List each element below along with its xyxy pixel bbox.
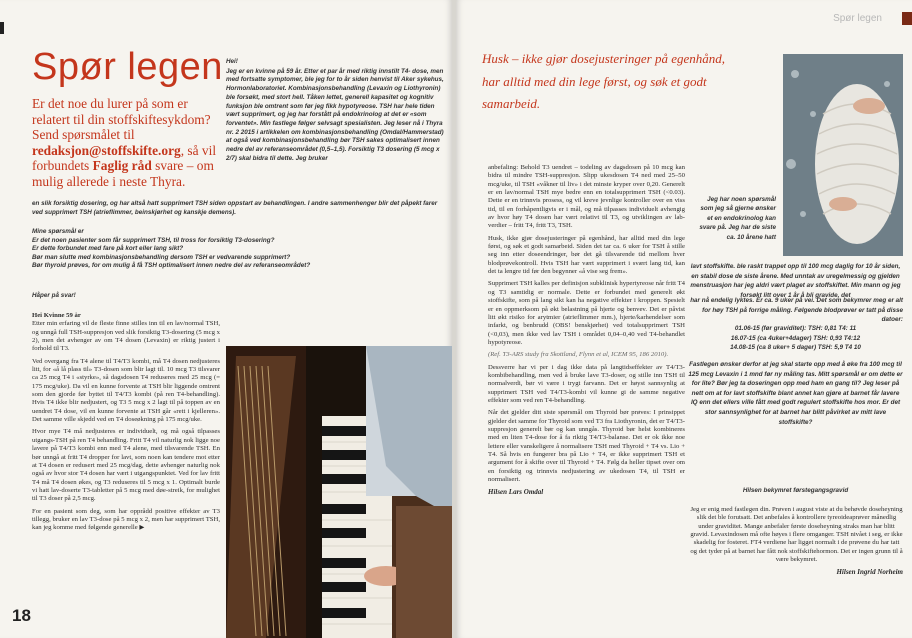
letter-body: Jeg er en kvinne på 59 år. Etter et par år med riktig innstilt T4- dose, men med fortsatte symptomer, ble jeg for to år siden henvist til Aker sykehus, Hormonlaboratoriet. Kombinasjonsbehandling (Levaxin og Liothyronin) ble forsøkt, med stort hell. Tåken lettet, generell kapasitet og kognitiv funksjon ble omtrent som før jeg fikk hypotyreose. TSH har hele tiden vært supprimert, og jeg har forstått på endokrinolog at det er «som forventet». Min fastlege følger selvsagt spesialisten. Jeg leser nå i Thyra nr. 2 2015 i artikkelen om kombinasjonsbehandling (Omdal/Hammerstad) at også ved kombinasjonsbehandling bør TSH sakes optimalisert innen nedre del av referanseområdet (0,5–1,5). Forsiktig T3 dosering (5 mcg x 2/7) skal bidra til dette. Jeg bruker [226, 67, 444, 162]
answer-paragraph: Hvor mye T4 må nedjusteres er individuelt, og må også tilpasses utgangs-TSH på ren T4 behandling. Fritt T4 vil naturlig nok ligge noe lavere på T4/T3 kombi enn med T4 alene, med tilsvarende TSH. En bør unngå at fritt T4 dropper for lavt, som noen kan tendere mot etter at T4 dosen er redusert med 25 mcg/dag, dette avhenger naturlig nok også av hvor stor T4 dosen har vært i utgangspunktet. Ved for lav fritt T4 må T4 dosen økes, og T3 reduseres til 5 mcg x 1. Optimalt burde vi hatt lav-doserte T3-tabletter på 5 mcg med døe-streik, for mulighet til T3 doser på 2,5 mcg. [32, 428, 220, 503]
answer-paragraph: Dessverre har vi per i dag ikke data på langtidseffekter av T4/T3-kombibehandling, men ved å bruke lave T3-doser, og stille inn TSH til normalverdi, bør vi være i trygt farvann. Det er høyst sannsynlig at supprimert TSH ved T4/T3-kombi vil kunne gi de samme negative effekter som ved ren T4-behandling. [488, 363, 685, 404]
lab-result-row: 14.08-15 (ca 8 uker+ 5 dager) TSH: 5,9 T4 10 [730, 344, 861, 352]
edge-marker [902, 12, 912, 25]
answer-paragraph: Jeg er enig med fastlegen din. Prøven i august viste at du behøvde doseheyning slik det ble forutsatt. Det anbefales å kontrollere tyreoideaprøver månedlig under graviditet. Mange anbefaler første doseheyning straks man har blitt gravid. Levaxindosen må ofte høyes i flere omganger. TSH nivået i seg, er ikke skadelig for fosteret. FT4 verdiene har ligget normalt i de prøvene du har tatt og det tyder på at barnet har fått nok stoffskiftehormon. Det er ingen grunn til å være bekymret. [690, 506, 903, 564]
edge-marker [0, 22, 4, 34]
signature-omdal: Hilsen Lars Omdal [488, 488, 544, 497]
intro-line3: svare – om mulig allerede i neste Thyra. [32, 158, 214, 189]
letter-continued: en slik forsiktig dosering, og har altså hatt supprimert TSH siden oppstart av behandlingen. I andre sammenhenger blir det påpekt farer ved supprimert TSH (atrieflimmer, beinskjørhet og kanskje demens). [32, 200, 438, 216]
answer-paragraph: Supprimert TSH kalles per definisjon subklinisk hypertyreose når fritt T4 og T3 samtidig er normale. Dette er forbundet med generelt økt stoffskifte, som på lang sikt kan ha negative effekter i kroppen. Spesielt er en oppmerksom på økt belastning på hjerte og benvev. Det er påvist litt økt risiko for arytmier (atrieflimmer mm.), hjerte/karhendelser som infarkt, og benbrudd (OBS! benskjørhet) ved totalsupprimert TSH (<0,03), men ikke ved lav TSH i området 0,04–0,40 ved T4-behandlet hypotyreose. [488, 280, 685, 346]
answer-paragraph: For en pasient som deg, som har opprådd positive effekter av T3 tillegg, bruker en lav T3-dose på 5 mcg x 2, men har supprimert TSH, kan jeg komme med følgende generelle ▶ [32, 507, 220, 532]
question-item: Er det noen pasienter som får supprimert TSH, til tross for forsiktig T3-dosering? [32, 236, 275, 244]
lab-results [688, 324, 903, 353]
letter-question [226, 58, 444, 163]
answer-continued-column [488, 164, 685, 497]
reference-citation: (Ref. T3-ARS study fra Skottland, Flynn et al, ICEM 95, 186 2010). [488, 351, 669, 359]
letter-closing: Håper på svar! [32, 292, 76, 299]
side-signoff: Hilsen bekymret førstegangsgravid [742, 487, 849, 494]
second-answer-column [690, 506, 903, 577]
lab-result-row: 16.07-15 (ca 4uker+4dager) TSH: 0,93 T4:12 [730, 334, 861, 342]
answer-paragraph: Ved overgang fra T4 alene til T4/T3 kombi, må T4 dosen nedjusteres litt, for «å lå plass til» T3-dosen som blir lagt til. 10 mcg T3 tilsvarer ca 25 mcg T4 i «styrke», så dagsdosen T4 reduseres med 25 mcg (= 175 mcg/uke). Da vil en kunne forvente at TSH blir liggende omtrent som den gjorde før byttet til T4/T3 kombi (på ren T4-behandling). Hvis T4 ikke blir nedjustert, og T3 5 mcg x 2 lagt til på toppen av en uendret T4 dose, vil en kunne forvente at TSH går «rett i kjelleren». Det samme ville skjedd ved en T4 doseøkning på 175 mcg/uke. [32, 357, 220, 424]
intro-line1: Er det noe du lurer på som er relatert til din stoffskiftesykdom? Send spørsmålet til [32, 96, 211, 143]
question-item: Bør thyroid prøves, for om mulig å få TSH optimalisert innen nedre del av referanseområdet? [32, 262, 311, 270]
side-question-tail: har nå endelig lyktes. Er ca. 9 uker på vei. Det som bekymrer meg er alt for høy TSH på forrige måling. Følgende blodprøver er tatt på disse datoer: [690, 297, 903, 324]
intro-panel-name: Faglig råd [92, 158, 152, 174]
side-question-end: Fastlegen ønsker derfor at jeg skal starte opp med å øke fra 100 mcg til 125 mcg Levaxin i 1 mnd før ny måling tas. Mitt spørsmål er om dette er for lite? Bør jeg ta doseringen opp med ham en gang til? Jeg leser på nett om at for lavt stoffskifte blant annet kan gjøre at barnet får lavere IQ enn det ellers ville fått med godt regulert stoffskifte hos mor. Er det stor sannsynlighet for at barnet har blitt påvirket av mitt lave stoffskifte? [688, 361, 903, 426]
piano-illustration [226, 346, 452, 638]
intro-email-link[interactable]: redaksjon@stoffskifte.org [32, 142, 181, 158]
question-item: Er dette forbundet med fare på kort eller lang sikt? [32, 245, 184, 253]
right-page [456, 0, 912, 638]
answer-paragraph: Etter min erfaring vil de fleste finne stilles inn til en lav/normal TSH, og unngå full TSH-suppresjon ved slik forsiktig T3-dosering (5 mcg x 2), men det avhenger av om T4 dosen (Levaxin) er riktig justert i forhold til T3. [32, 320, 220, 353]
question-item: Bør man slutte med kombinasjonsbehandling dersom TSH er vedvarende supprimert? [32, 253, 291, 261]
signature-norheim: Hilsen Ingrid Norheim [836, 568, 903, 577]
answer-heading: Hei Kvinne 59 år [32, 312, 81, 319]
pregnant-woman-photo [783, 54, 903, 256]
side-question-body: lavt stoffskifte. ble raskt trappet opp til 100 mcg daglig for 10 år siden, en stabil dose de siste årene. Med unntak av uregelmessig og gjelden menstruasjon har jeg aldri vært plaget av stoffskiftet. Min mann og jeg forsøkt litt over 1 år å bli gravide, det [690, 263, 901, 299]
pull-quote: Husk – ikke gjør dosejusteringer på egenhånd, har alltid med din lege først, og søk et godt samarbeid. [482, 51, 725, 112]
side-question-intro: Jeg har noen spørsmål som jeg så gjerne ønsker et en endokrinolog kan svare på. Jeg har de siste ca. 10 årene hatt [699, 196, 776, 241]
piano-photo [226, 346, 452, 638]
questions-label: Mine spørsmål er [32, 228, 84, 235]
lab-result-row: 01.06-15 (før graviditet): TSH: 0,81 T4: 11 [734, 325, 857, 332]
running-header: Spør legen [833, 13, 882, 24]
intro-text [32, 96, 220, 190]
answer-column [32, 312, 220, 537]
question-list [32, 228, 442, 271]
letter-greeting: Hei! [226, 58, 238, 65]
page-title: Spør legen [32, 46, 223, 88]
page-number: 18 [12, 606, 31, 625]
pregnancy-illustration [783, 54, 903, 256]
left-page [0, 0, 452, 638]
answer-paragraph: Når det gjelder ditt siste spørsmål om Thyroid bør prøves: I prinsippet gjelder det samme for Thyroid som ved T3 fra Liothyronin, det er T4/T3-suppresjon generelt bør og kan unngås. Thyroid bør helst kombineres med en liten T4-dose for å fa riktig T4/T3-balanse. Det er ok ikke noe lettere eller vanskeligere å normalisere TSH med Thyroid + T4 vs. Lio + T4. Så hvis en fungerer bra på Lio + T4, er ikke supprimert TSH et argument for å skifte over til Thyroid + T4. Følg da heller tipset over om en forsiktig og trinnvis nedjustering av ukedosen T4, til TSH er normalisert. [488, 409, 685, 484]
answer-paragraph: Husk, ikke gjør dosejusteringer på egenhånd, har alltid med din lege først, og søk et godt samarbeid. Siden det tar ca. 6 uker for TSH å stille seg inn etter doseendringer, bør det gå tilsvarende tid mellom hver blodprøvekontroll. Hvis TSH har vært supprimert i svært lang tid, kan det ta lengre tid før den begynner «å vise seg frem». [488, 234, 685, 276]
answer-paragraph: anbefaling: Behold T3 uendret – todeling av dagsdosen på 10 mcg kan bidra til mindre TSH-suppresjon. Slipp ukesdosen T4 ned med 25–50 mcg/uke, til TSH «våkner til liv» i det minste kryper over 0,20. Generelt er en lav/normal TSH mye bedre enn en totalsupprimert TSH (<0.03). Dette er en trinnvis prosess, og vil kreve jevnlige kontroller over en viss tid, til en forhåpentligvis er i mål, og må tilpasses individuelt avhengig av hvor høy T4 dosen har vært relativt til T3, og utviklingen av lab-verdier – fritt T4, fritt T3, TSH. [488, 164, 685, 230]
intro-line2: , så vil forbundets [32, 142, 217, 174]
